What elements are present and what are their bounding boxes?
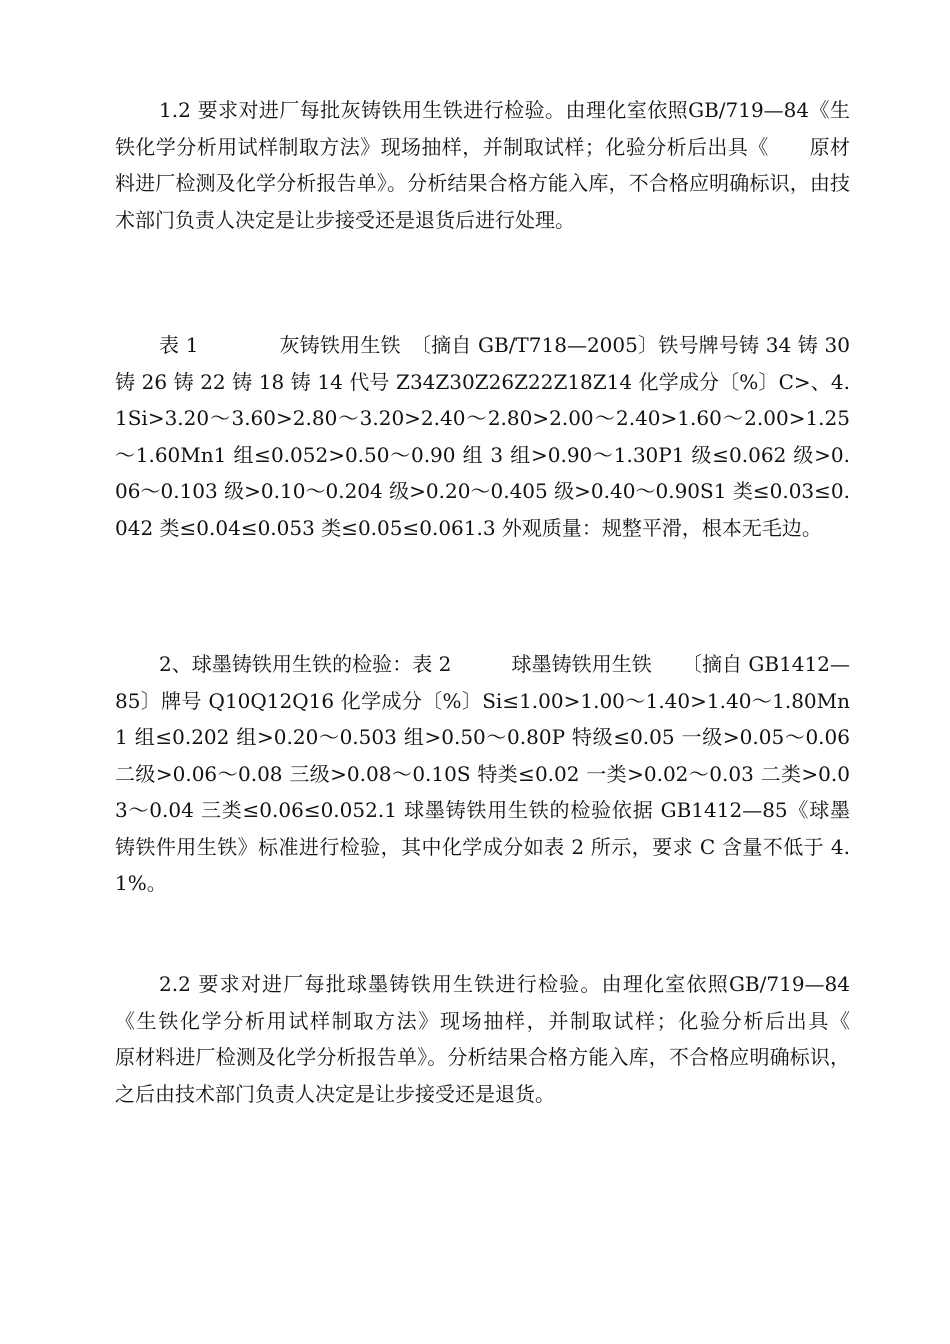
paragraph-table1-gray-iron-spec: 表 1 灰铸铁用生铁 〔摘自 GB/T718—2005〕铁号牌号铸 34 铸 30 铸 26 铸 22 铸 18 铸 14 代号 Z34Z30Z26Z22Z18Z14 化学成分〔%〕C>、4.1Si>3.20～3.60>2.80～3.20>2.40～2.80>2.00～2.40>1.60～2.00>1.25～1.60Mn1 组≤0.052>0.50～0.90 组 3 组>0.90～1.30P1 级≤0.062 级>0.06～0.103 级>0.10～0.204 级>0.20～0.405 级>0.40～0.90S1 类≤0.03≤0.042 类≤0.04≤0.053 类≤0.05≤0.061.3 外观质量：规整平滑，根本无毛边。 (115, 333, 857, 540)
paragraph-gray-iron-inspection: 1.2 要求对进厂每批灰铸铁用生铁进行检验。由理化室依照GB/719—84《生铁化学分析用试样制取方法》现场抽样，并制取试样；化验分析后出具《 原材料进厂检测及化学分析报告单》。分析结果合格方能入库，不合格应明确标识，由技术部门负责人决定是让步接受还是退货后进行处理。 (115, 98, 850, 232)
paragraph-ductile-iron-sampling: 2.2 要求对进厂每批球墨铸铁用生铁进行检验。由理化室依照GB/719—84《生铁化学分析用试样制取方法》现场抽样，并制取试样；化验分析后出具《 原材料进厂检测及化学分析报告单》。分析结果合格方能入库，不合格应明确标识，之后由技术部门负责人决定是让步接受还是退货。 (115, 972, 890, 1106)
paragraph-ductile-iron-inspection: 2、球墨铸铁用生铁的检验：表 2 球墨铸铁用生铁 〔摘自 GB1412—85〕牌号 Q10Q12Q16 化学成分〔%〕Si≤1.00>1.00～1.40>1.40～1.80Mn1 组≤0.202 组>0.20～0.503 组>0.50～0.80P 特级≤0.05 一级>0.05～0.06 二级>0.06～0.08 三级>0.08～0.10S 特类≤0.02 一类>0.02～0.03 二类>0.03～0.04 三类≤0.06≤0.052.1 球墨铸铁用生铁的检验依据 GB1412—85《球墨铸铁件用生铁》标准进行检验，其中化学成分如表 2 所示，要求 C 含量不低于 4.1%。 (115, 652, 857, 895)
